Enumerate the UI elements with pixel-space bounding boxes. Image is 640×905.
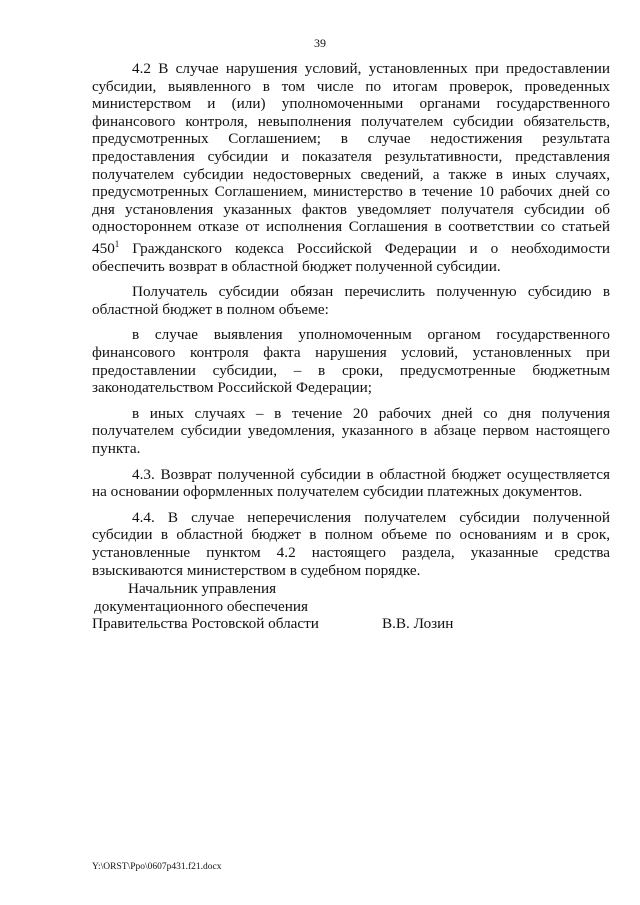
paragraph-4-3: 4.3. Возврат полученной субсидии в областной бюджет осуществляется на основании оформленных получателем субсидии платежных документов. bbox=[92, 465, 610, 501]
signature-position-2: документационного обеспечения bbox=[94, 597, 308, 615]
paragraph-case-control: в случае выявления уполномоченным органом государственного финансового контроля факта нарушения условий, установленных при предоставлении субсидии, – в сроки, предусмотренные бюджетным законодательством Российской Федерации; bbox=[92, 326, 610, 397]
signatory-name: В.В. Лозин bbox=[382, 615, 454, 633]
signature-line-3 bbox=[92, 615, 610, 633]
signature-block bbox=[92, 580, 610, 633]
file-path-footer: Y:\ORST\Ppo\0607p431.f21.docx bbox=[92, 862, 222, 872]
superscript-mark: 1 bbox=[114, 238, 120, 249]
signature-position-1: Начальник управления bbox=[128, 580, 277, 597]
page-number: 39 bbox=[314, 36, 326, 50]
paragraph-case-other: в иных случаях – в течение 20 рабочих дней со дня получения получателем субсидии уведомления, указанного в абзаце первом настоящего пункта. bbox=[92, 404, 610, 457]
signature-position-3: Правительства Ростовской области bbox=[92, 615, 319, 633]
paragraph-4-4: 4.4. В случае неперечисления получателем субсидии полученной субсидии в областной бюджет в полном объеме по основаниям и в срок, установленные пунктом 4.2 настоящего раздела, указанные средства взыскиваются министерством в судебном порядке. bbox=[92, 508, 610, 579]
signature-line-1 bbox=[92, 580, 610, 598]
paragraph-4-2-text: 4.2 В случае нарушения условий, установленных при предоставлении субсидии, выявленного в том числе по итогам проверок, проведенных министерством и (или) уполномоченными органами государственного финансового контроля, невыполнения получателем субсидии обязательств, предусмотренных Соглашением; в случае недостижения результата предоставления субсидии и показателя результативности, представления получателем субсидии недостоверных сведений, а также в иных случаях, предусмотренных Соглашением, министерство в течение 10 рабочих дней со дня установления указанных фактов уведомляет получателя субсидии об одностороннем отказе от исполнения Соглашения в соответствии со статьей 450 bbox=[92, 60, 610, 257]
paragraph-obligation: Получатель субсидии обязан перечислить полученную субсидию в областной бюджет в полном объеме: bbox=[92, 283, 610, 318]
document-body bbox=[92, 60, 610, 579]
paragraph-4-2-tail: Гражданского кодекса Российской Федерации и о необходимости обеспечить возврат в областной бюджет полученной субсидии. bbox=[92, 240, 610, 275]
paragraph-4-2 bbox=[92, 60, 610, 275]
signature-line-2 bbox=[92, 598, 610, 616]
